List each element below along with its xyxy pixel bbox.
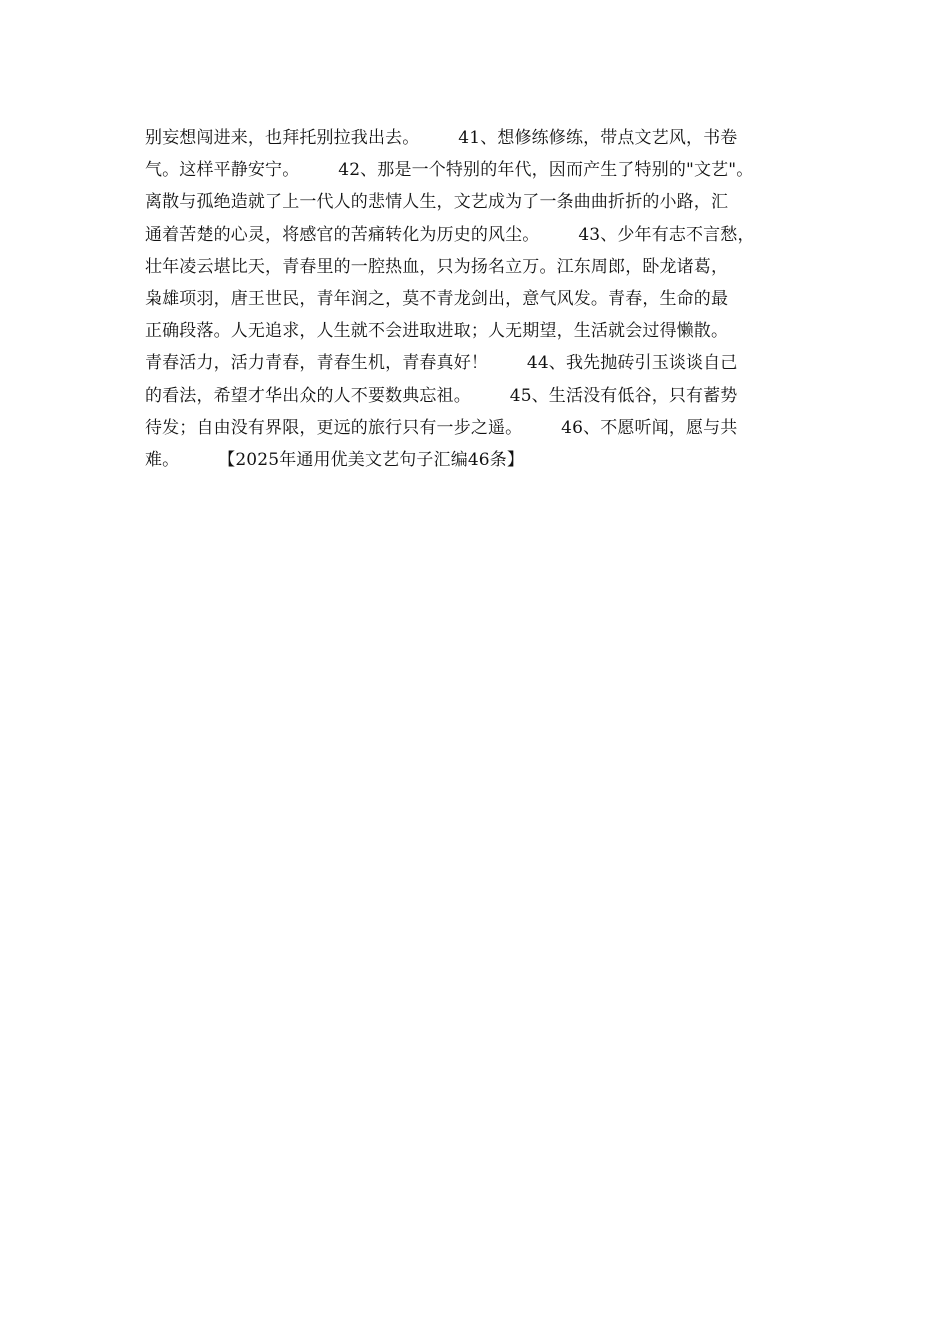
text-line: 气。这样平静安宁。 42、那是一个特别的年代，因而产生了特别的"文艺"。 — [145, 160, 754, 181]
text-line: 枭雄项羽，唐王世民，青年润之，莫不青龙剑出，意气风发。青春，生命的最 — [145, 288, 729, 309]
body-text — [145, 122, 835, 476]
text-line: 壮年凌云堪比天，青春里的一腔热血，只为扬名立万。江东周郎，卧龙诸葛， — [145, 256, 729, 277]
text-line: 待发；自由没有界限，更远的旅行只有一步之遥。 46、不愿听闻，愿与共 — [145, 417, 738, 438]
text-line: 正确段落。人无追求，人生就不会进取进取；人无期望，生活就会过得懒散。 — [145, 321, 729, 342]
text-line: 青春活力，活力青春，青春生机，青春真好！ 44、我先抛砖引玉谈谈自己 — [145, 353, 738, 374]
document-title-line: 难。 【2025年通用优美文艺句子汇编46条】 — [145, 449, 525, 470]
text-line: 离散与孤绝造就了上一代人的悲情人生，文艺成为了一条曲曲折折的小路，汇 — [145, 192, 729, 213]
text-line: 的看法，希望才华出众的人不要数典忘祖。 45、生活没有低谷，只有蓄势 — [145, 385, 738, 406]
text-line: 别妄想闯进来，也拜托别拉我出去。 41、想修练修练，带点文艺风，书卷 — [145, 128, 738, 148]
text-line: 通着苦楚的心灵，将感官的苦痛转化为历史的风尘。 43、少年有志不言愁， — [145, 224, 755, 245]
